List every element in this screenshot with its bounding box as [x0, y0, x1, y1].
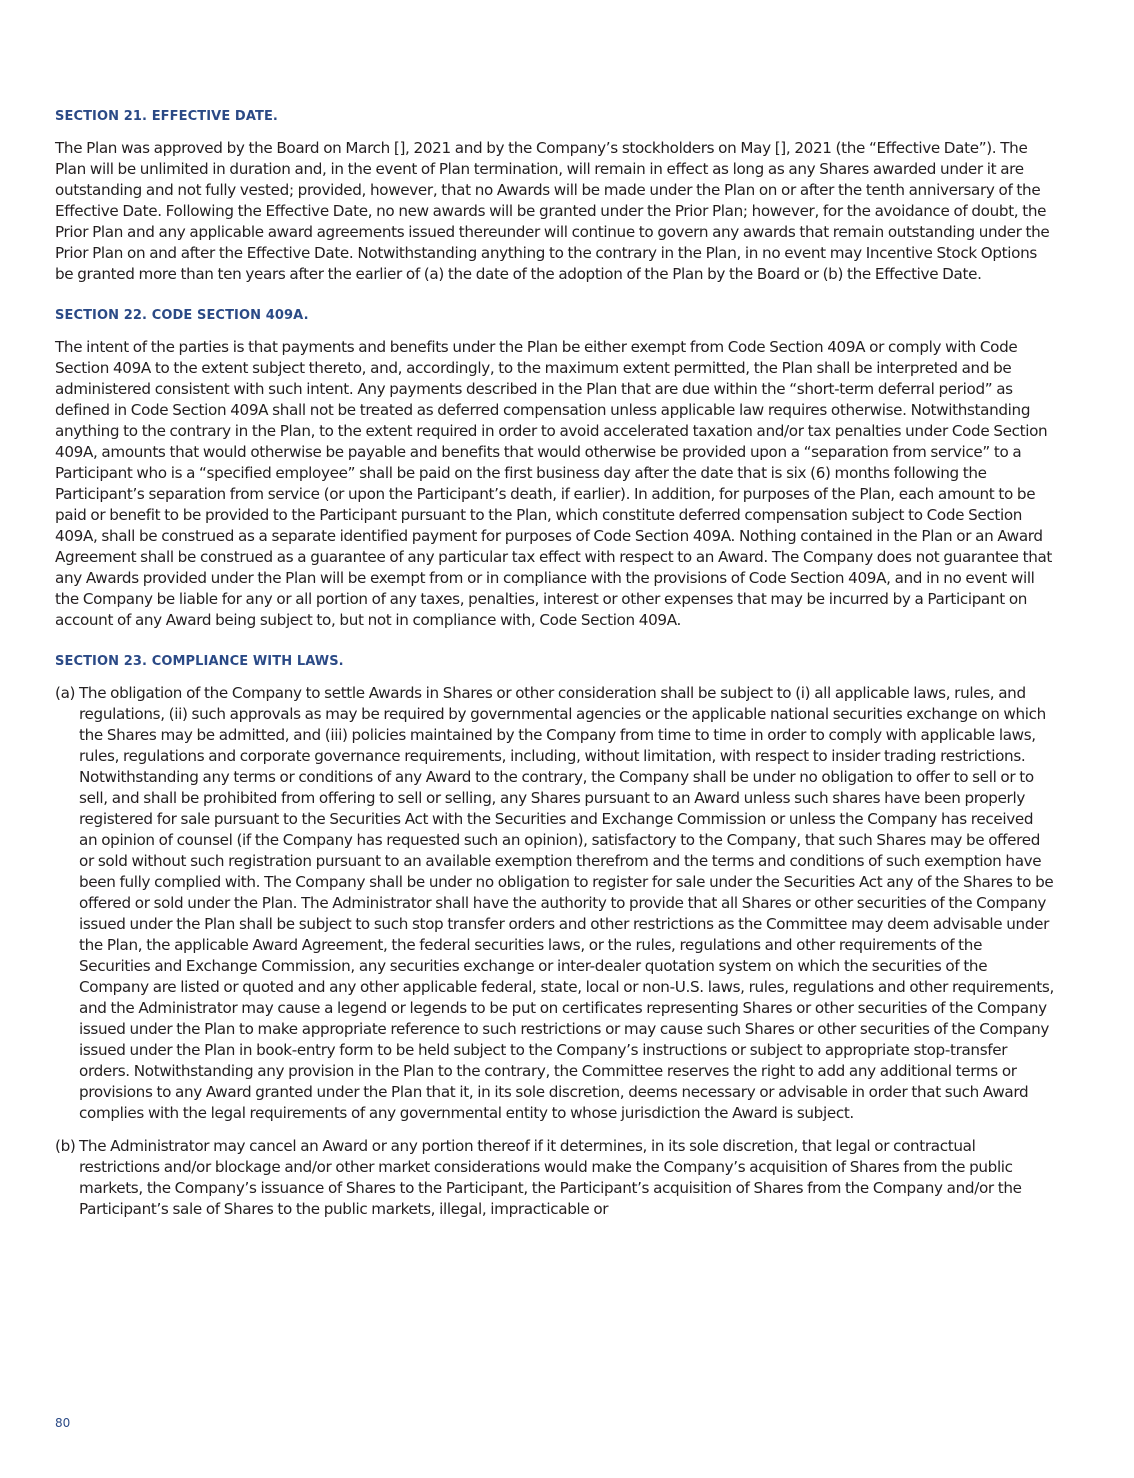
list-item-marker: (b)	[55, 1137, 76, 1155]
list-item	[55, 683, 1055, 1124]
list-item-marker: (a)	[55, 684, 76, 702]
section-paragraph: The Plan was approved by the Board on March [], 2021 and by the Company’s stockholders on May [], 2021 (the “Effective Date”). The Plan will be unlimited in duration and, in the event of Plan termination, will remain in effect as long as any Shares awarded under it are outstanding and not fully vested; provided, however, that no Awards will be made under the Plan on or after the tenth anniversary of the Effective Date. Following the Effective Date, no new awards will be granted under the Prior Plan; however, for the avoidance of doubt, the Prior Plan and any applicable award agreements issued thereunder will continue to govern any awards that remain outstanding under the Prior Plan on and after the Effective Date. Notwithstanding anything to the contrary in the Plan, in no event may Incentive Stock Options be granted more than ten years after the earlier of (a) the date of the adoption of the Plan by the Board or (b) the Effective Date.	[55, 139, 1050, 283]
page-number: 80	[55, 1416, 71, 1430]
list-item-text: The Administrator may cancel an Award or any portion thereof if it determines, in its sole discretion, that legal or contractual restrictions and/or blockage and/or other market considerations would make the Company’s acquisition of Shares from the public markets, the Company’s issuance of Shares to the Participant, the Participant’s acquisition of Shares from the Company and/or the Participant’s sale of Shares to the public markets, illegal, impracticable or	[79, 1137, 1022, 1218]
section-heading: SECTION 22. CODE SECTION 409A.	[55, 308, 309, 323]
section-heading: SECTION 23. COMPLIANCE WITH LAWS.	[55, 654, 344, 669]
section-heading: SECTION 21. EFFECTIVE DATE.	[55, 109, 278, 124]
section-22	[55, 307, 1055, 631]
section-paragraph: The intent of the parties is that payments and benefits under the Plan be either exempt from Code Section 409A or comply with Code Section 409A to the extent subject thereto, and, accordingly, to the maximum extent permitted, the Plan shall be interpreted and be administered consistent with such intent. Any payments described in the Plan that are due within the “short-term deferral period” as defined in Code Section 409A shall not be treated as deferred compensation unless applicable law requires otherwise. Notwithstanding anything to the contrary in the Plan, to the extent required in order to avoid accelerated taxation and/or tax penalties under Code Section 409A, amounts that would otherwise be payable and benefits that would otherwise be provided upon a “separation from service” to a Participant who is a “specified employee” shall be paid on the first business day after the date that is six (6) months following the Participant’s separation from service (or upon the Participant’s death, if earlier). In addition, for purposes of the Plan, each amount to be paid or benefit to be provided to the Participant pursuant to the Plan, which constitute deferred compensation subject to Code Section 409A, shall be construed as a separate identified payment for purposes of Code Section 409A. Nothing contained in the Plan or an Award Agreement shall be construed as a guarantee of any particular tax effect with respect to an Award. The Company does not guarantee that any Awards provided under the Plan will be exempt from or in compliance with the provisions of Code Section 409A, and in no event will the Company be liable for any or all portion of any taxes, penalties, interest or other expenses that may be incurred by a Participant on account of any Award being subject to, but not in compliance with, Code Section 409A.	[55, 338, 1053, 629]
section-23	[55, 653, 1055, 1220]
document-page	[55, 108, 1055, 1232]
list-item	[55, 1136, 1055, 1220]
section-21	[55, 108, 1055, 285]
list-item-text: The obligation of the Company to settle Awards in Shares or other consideration shall be subject to (i) all applicable laws, rules, and regulations, (ii) such approvals as may be required by governmental agencies or the applicable national securities exchange on which the Shares may be admitted, and (iii) policies maintained by the Company from time to time in order to comply with applicable laws, rules, regulations and corporate governance requirements, including, without limitation, with respect to insider trading restrictions. Notwithstanding any terms or conditions of any Award to the contrary, the Company shall be under no obligation to offer to sell or to sell, and shall be prohibited from offering to sell or selling, any Shares pursuant to an Award unless such shares have been properly registered for sale pursuant to the Securities Act with the Securities and Exchange Commission or unless the Company has received an opinion of counsel (if the Company has requested such an opinion), satisfactory to the Company, that such Shares may be offered or sold without such registration pursuant to an available exemption therefrom and the terms and conditions of such exemption have been fully complied with. The Company shall be under no obligation to register for sale under the Securities Act any of the Shares to be offered or sold under the Plan. The Administrator shall have the authority to provide that all Shares or other securities of the Company issued under the Plan shall be subject to such stop transfer orders and other restrictions as the Committee may deem advisable under the Plan, the applicable Award Agreement, the federal securities laws, or the rules, regulations and other requirements of the Securities and Exchange Commission, any securities exchange or inter-dealer quotation system on which the securities of the Company are listed or quoted and any other applicable federal, state, local or non-U.S. laws, rules, regulations and other requirements, and the Administrator may cause a legend or legends to be put on certificates representing Shares or other securities of the Company issued under the Plan to make appropriate reference to such restrictions or may cause such Shares or other securities of the Company issued under the Plan in book-entry form to be held subject to the Company’s instructions or subject to appropriate stop-transfer orders. Notwithstanding any provision in the Plan to the contrary, the Committee reserves the right to add any additional terms or provisions to any Award granted under the Plan that it, in its sole discretion, deems necessary or advisable in order that such Award complies with the legal requirements of any governmental entity to whose jurisdiction the Award is subject.	[79, 684, 1054, 1122]
